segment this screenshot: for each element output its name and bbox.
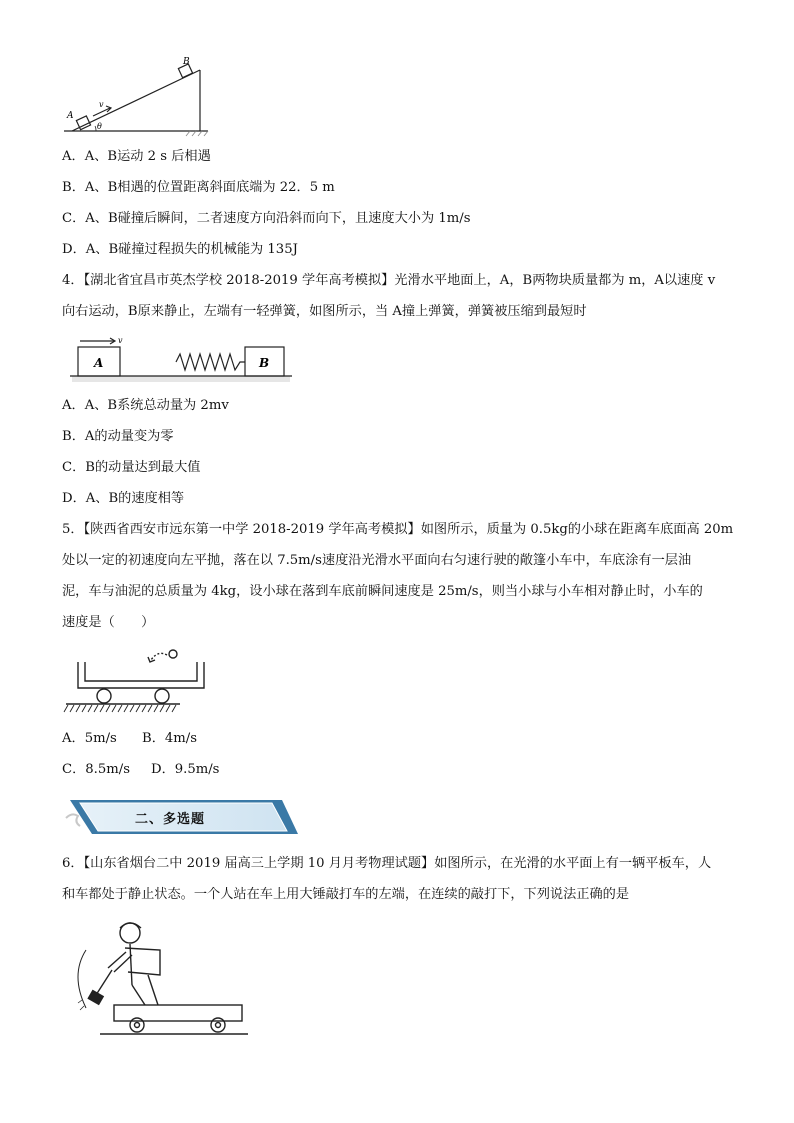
label-a: A xyxy=(67,111,74,121)
q4-stem-line1: 4．【湖北省宜昌市英杰学校 2018-2019 学年高考模拟】光滑水平地面上，A，B两物块质量都为 m，A以速度 v xyxy=(62,273,716,288)
q5-option-b: B．4m/s xyxy=(142,731,197,746)
q6-stem-line1: 6．【山东省烟台二中 2019 届高三上学期 10 月月考物理试题】如图所示，在光滑的水平面上有一辆平板车，人 xyxy=(62,856,712,871)
q6-stem-line2: 和车都处于静止状态。一个人站在车上用大锤敲打车的左端，在连续的敲打下，下列说法正确的是 xyxy=(62,887,630,902)
section-title: 二、多选题 xyxy=(135,812,206,827)
q3-option-c: C．A、B碰撞后瞬间，二者速度方向沿斜而向下，且速度大小为 1m/s xyxy=(62,211,471,226)
q5-stem-line3: 泥，车与油泥的总质量为 4kg，设小球在落到车底前瞬间速度是 25m/s，则当小球与小车相对静止时，小车的 xyxy=(62,584,703,599)
q5-option-a: A．5m/s xyxy=(62,731,117,746)
q3-option-a: A．A、B运动 2 s 后相遇 xyxy=(62,149,211,164)
q4-option-a: A．A、B系统总动量为 2mv xyxy=(62,398,229,413)
label-theta: θ xyxy=(97,122,102,131)
q4-option-b: B．A的动量变为零 xyxy=(62,429,174,444)
q5-option-c: C．8.5m/s xyxy=(62,762,130,777)
label-v: v xyxy=(99,100,104,109)
q3-option-b: B．A、B相遇的位置距离斜面底端为 22．5 m xyxy=(62,180,335,195)
label-a: A xyxy=(94,356,104,370)
q5-stem-line2: 处以一定的初速度向左平抛，落在以 7.5m/s速度沿光滑水平面向右匀速行驶的敞篷小车中，车底涂有一层油 xyxy=(62,553,692,568)
label-v: v xyxy=(118,336,123,345)
q5-stem-line4: 速度是（ ） xyxy=(62,615,155,630)
q4-option-c: C．B的动量达到最大值 xyxy=(62,460,201,475)
label-b: B xyxy=(183,57,190,67)
q5-stem-line1: 5．【陕西省西安市远东第一中学 2018-2019 学年高考模拟】如图所示，质量为 0.5kg的小球在距离车底面高 20m xyxy=(62,522,734,537)
q3-option-d: D．A、B碰撞过程损失的机械能为 135J xyxy=(62,242,298,257)
label-b: B xyxy=(259,356,270,370)
q4-option-d: D．A、B的速度相等 xyxy=(62,491,185,506)
q4-stem-line2: 向右运动，B原来静止，左端有一轻弹簧，如图所示，当 A撞上弹簧，弹簧被压缩到最短时 xyxy=(62,304,587,319)
q5-option-d: D．9.5m/s xyxy=(151,762,220,777)
